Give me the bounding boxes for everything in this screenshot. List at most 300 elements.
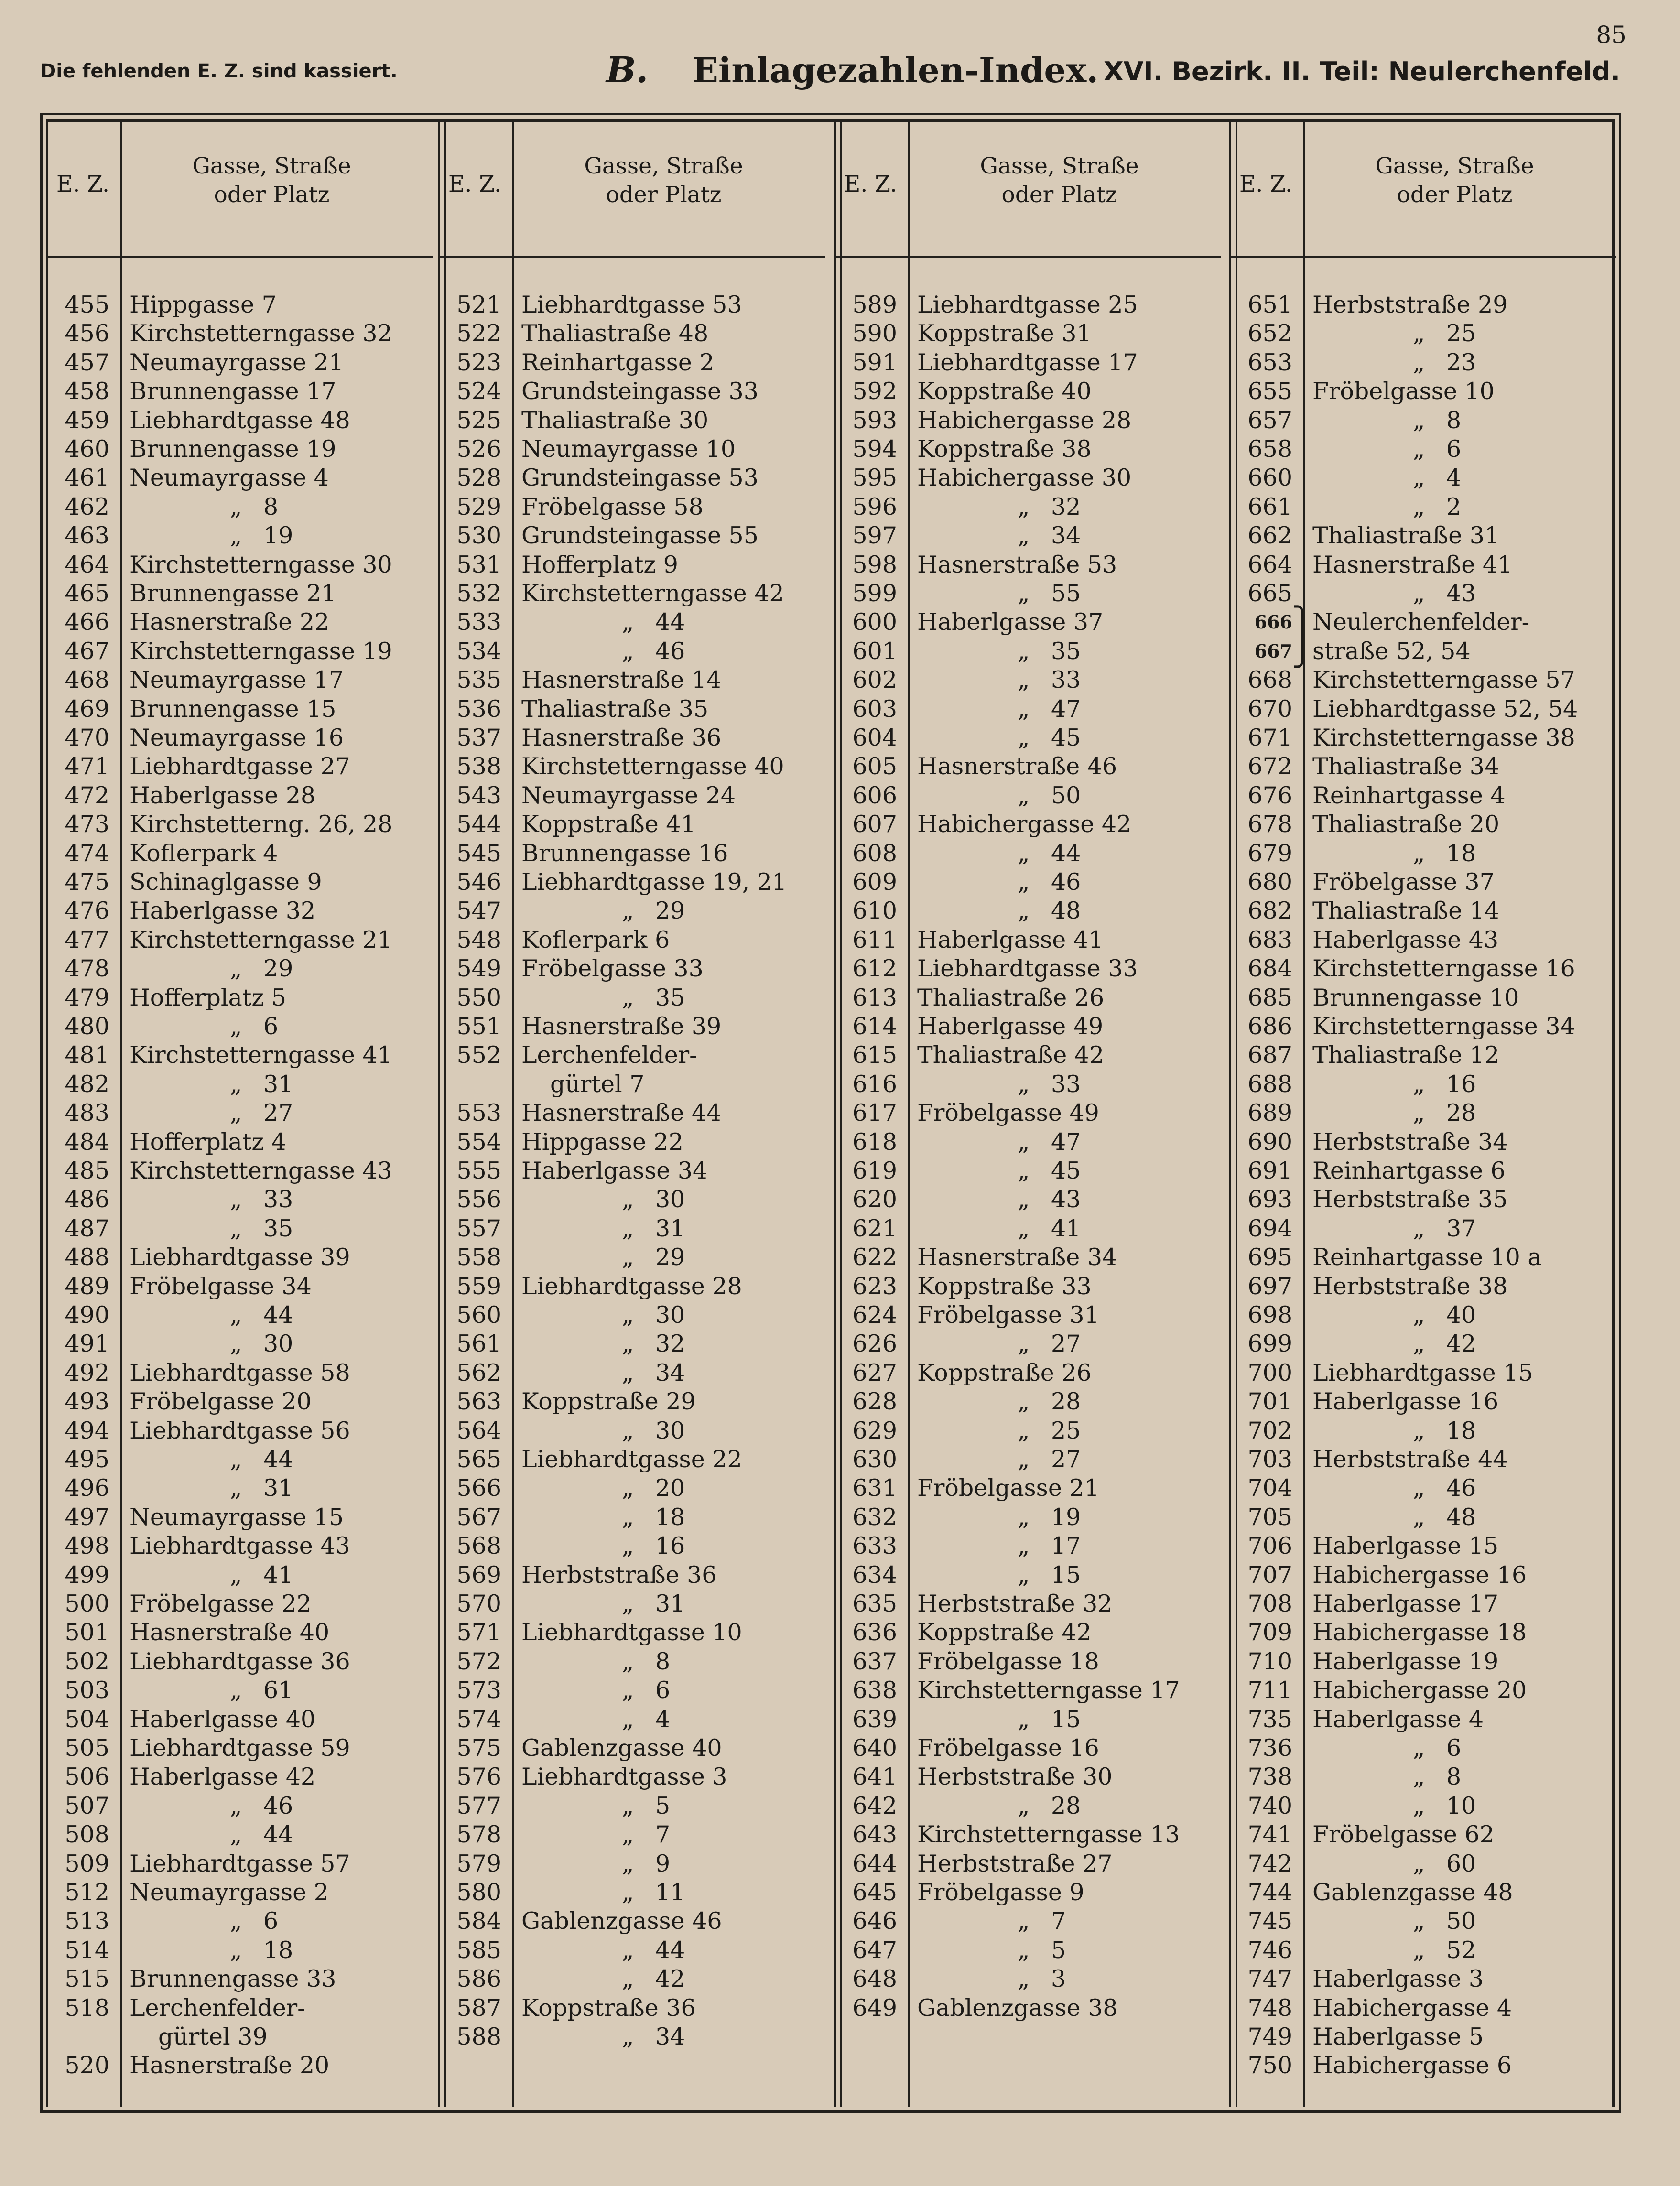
street-name: Hippgasse 22 (521, 1128, 683, 1156)
ez-number: 634 (852, 1561, 897, 1589)
index-row (1229, 406, 1616, 435)
ditto-mark: „ (230, 1099, 242, 1127)
ez-number: 628 (852, 1388, 897, 1416)
street-name: Habichergasse 20 (1312, 1677, 1527, 1704)
ditto-mark: „ (1018, 666, 1030, 694)
index-column-block (438, 119, 825, 2107)
ez-number: 568 (456, 1532, 501, 1560)
ez-number: 604 (852, 724, 897, 751)
index-row (46, 579, 433, 608)
index-row (1229, 1618, 1616, 1647)
index-row (438, 1561, 825, 1590)
ez-number: 485 (65, 1157, 109, 1184)
index-row (1229, 1417, 1616, 1445)
ez-number: 466 (65, 608, 109, 636)
index-row (438, 695, 825, 724)
header-rule (1229, 256, 1616, 258)
house-number: 30 (263, 1330, 293, 1358)
index-row (46, 1214, 433, 1243)
ez-number: 686 (1247, 1013, 1292, 1040)
ditto-mark: „ (230, 522, 242, 550)
ditto-mark: „ (230, 1792, 242, 1819)
ez-number: 478 (65, 955, 109, 983)
street-name: Haberlgasse 3 (1312, 1965, 1484, 1993)
index-row (834, 897, 1221, 925)
ez-number: 601 (852, 637, 897, 665)
ez-number: 703 (1247, 1446, 1292, 1473)
ez-number: 543 (456, 781, 501, 809)
street-name: Hasnerstraße 46 (917, 753, 1117, 780)
house-number: 15 (1051, 1561, 1081, 1589)
ez-number: 667 (1254, 640, 1292, 662)
index-row (46, 1618, 433, 1647)
ez-number: 505 (65, 1734, 109, 1762)
index-row (834, 377, 1221, 406)
ez-number: 636 (852, 1619, 897, 1646)
ez-number: 616 (852, 1070, 897, 1098)
column-header-name-line: Gasse, Straße (980, 153, 1139, 179)
ez-number: 644 (852, 1850, 897, 1877)
house-number: 16 (655, 1532, 685, 1560)
ez-number: 482 (65, 1070, 109, 1098)
ditto-mark: „ (622, 1850, 634, 1877)
ez-number: 620 (852, 1186, 897, 1213)
index-row (834, 319, 1221, 348)
street-name: Lerchenfelder- (130, 1994, 305, 2022)
index-row (438, 1503, 825, 1532)
street-name: straße 52, 54 (1312, 637, 1471, 665)
index-row (438, 1157, 825, 1185)
ditto-mark: „ (622, 608, 634, 636)
index-row (834, 1359, 1221, 1387)
ditto-mark: „ (622, 1474, 634, 1502)
street-name: Liebhardtgasse 48 (130, 406, 350, 434)
ez-number: 547 (456, 897, 501, 925)
house-number: 41 (1051, 1214, 1081, 1242)
ez-number: 609 (852, 868, 897, 896)
index-row (834, 1676, 1221, 1705)
street-name: Haberlgasse 32 (130, 897, 316, 925)
street-name: Koppstraße 42 (917, 1619, 1092, 1646)
ez-number: 548 (456, 926, 501, 953)
index-row (1229, 493, 1616, 521)
index-row (834, 1041, 1221, 1070)
ditto-mark: „ (1018, 1388, 1030, 1416)
index-row (834, 1647, 1221, 1676)
ez-number: 553 (456, 1099, 501, 1127)
column-header-name-line: oder Platz (1001, 182, 1117, 208)
ez-number: 538 (456, 753, 501, 780)
ez-number: 492 (65, 1359, 109, 1386)
index-row (46, 493, 433, 521)
ez-number: 514 (65, 1936, 109, 1964)
ez-number: 738 (1247, 1763, 1292, 1791)
street-name: Haberlgasse 34 (521, 1157, 708, 1184)
ez-number: 671 (1247, 724, 1292, 751)
column-header-name (512, 152, 815, 209)
index-row (834, 1907, 1221, 1936)
index-row (1229, 1359, 1616, 1387)
header-note: Die fehlenden E. Z. sind kassiert. (40, 60, 398, 82)
index-row (438, 551, 825, 579)
index-row (438, 521, 825, 550)
street-name: Kirchstetterngasse 21 (130, 926, 392, 953)
ditto-mark: „ (230, 1214, 242, 1242)
street-name: Fröbelgasse 62 (1312, 1821, 1495, 1849)
index-row (438, 464, 825, 492)
index-row (438, 637, 825, 666)
ez-number: 557 (456, 1214, 501, 1242)
street-name: Brunnengasse 21 (130, 580, 336, 607)
street-name: Brunnengasse 19 (130, 435, 336, 463)
street-name: Thaliastraße 34 (1312, 753, 1500, 780)
ez-number: 555 (456, 1157, 501, 1184)
ditto-mark: „ (1413, 406, 1425, 434)
ez-number: 651 (1247, 291, 1292, 318)
ditto-mark: „ (1413, 1474, 1425, 1502)
ez-number: 693 (1247, 1186, 1292, 1213)
ditto-mark: „ (230, 1070, 242, 1098)
ditto-mark: „ (1018, 897, 1030, 925)
street-name: Koflerpark 4 (130, 839, 278, 867)
ez-number: 622 (852, 1244, 897, 1271)
house-number: 27 (1051, 1330, 1081, 1358)
street-name: Kirchstetterng. 26, 28 (130, 811, 393, 838)
index-row (834, 695, 1221, 724)
ez-number: 602 (852, 666, 897, 694)
index-row (834, 1994, 1221, 2023)
street-name: Haberlgasse 37 (917, 608, 1104, 636)
index-row (46, 521, 433, 550)
ez-number: 661 (1247, 493, 1292, 520)
index-row (1229, 868, 1616, 897)
index-row (1229, 2023, 1616, 2051)
ez-number: 498 (65, 1532, 109, 1560)
ez-number: 610 (852, 897, 897, 925)
index-row (438, 1618, 825, 1647)
ez-number: 465 (65, 580, 109, 607)
street-name: Thaliastraße 12 (1312, 1041, 1500, 1069)
index-row (834, 1936, 1221, 1965)
index-row (438, 1185, 825, 1214)
ditto-mark: „ (1018, 1417, 1030, 1444)
house-number: 44 (263, 1301, 293, 1329)
street-name: gürtel 39 (158, 2023, 268, 2050)
street-name: Fröbelgasse 16 (917, 1734, 1099, 1762)
ez-number: 502 (65, 1647, 109, 1675)
index-row (834, 1503, 1221, 1532)
ditto-mark: „ (1018, 695, 1030, 723)
index-row (438, 1445, 825, 1474)
index-row (46, 1734, 433, 1763)
index-row (438, 666, 825, 694)
ez-number: 472 (65, 781, 109, 809)
index-row (46, 291, 433, 319)
street-name: Liebhardtgasse 28 (521, 1272, 742, 1300)
ditto-mark: „ (1018, 1157, 1030, 1184)
index-row (1229, 551, 1616, 579)
ez-number: 744 (1247, 1879, 1292, 1906)
ez-number: 606 (852, 781, 897, 809)
house-number: 18 (1446, 839, 1476, 867)
index-row (438, 1272, 825, 1301)
ez-number: 552 (456, 1041, 501, 1069)
ditto-mark: „ (230, 493, 242, 520)
index-row (1229, 1734, 1616, 1763)
ez-number: 586 (456, 1965, 501, 1993)
ditto-mark: „ (230, 1474, 242, 1502)
street-name: Habichergasse 18 (1312, 1619, 1527, 1646)
index-row (438, 1590, 825, 1618)
house-number: 28 (1446, 1099, 1476, 1127)
house-number: 37 (1446, 1214, 1476, 1242)
house-number: 6 (1446, 1734, 1462, 1762)
index-row (1229, 348, 1616, 377)
index-row (438, 493, 825, 521)
index-row (1229, 1936, 1616, 1965)
ez-number: 629 (852, 1417, 897, 1444)
index-row (438, 868, 825, 897)
ez-number: 668 (1247, 666, 1292, 694)
street-name: Thaliastraße 42 (917, 1041, 1105, 1069)
page-number: 85 (1596, 21, 1626, 49)
ditto-mark: „ (1018, 1070, 1030, 1098)
ez-number: 626 (852, 1330, 897, 1358)
street-name: Haberlgasse 41 (917, 926, 1104, 953)
index-row (438, 897, 825, 925)
ez-number: 652 (1247, 320, 1292, 347)
house-number: 27 (263, 1099, 293, 1127)
ditto-mark: „ (1018, 1330, 1030, 1358)
street-name: Thaliastraße 14 (1312, 897, 1500, 925)
index-row (438, 1417, 825, 1445)
column-header-name (120, 152, 423, 209)
index-row (1229, 1878, 1616, 1907)
ez-number: 578 (456, 1821, 501, 1849)
ez-number: 494 (65, 1417, 109, 1444)
house-number: 25 (1446, 320, 1476, 347)
house-number: 34 (655, 2023, 685, 2050)
ez-number: 684 (1247, 955, 1292, 983)
street-name: Koppstraße 40 (917, 378, 1092, 405)
ditto-mark: „ (622, 1330, 634, 1358)
ez-number: 645 (852, 1879, 897, 1906)
index-row (46, 348, 433, 377)
ditto-mark: „ (230, 1936, 242, 1964)
index-row (438, 1099, 825, 1127)
street-name: Koppstraße 41 (521, 811, 696, 838)
street-name: Herbststraße 36 (521, 1561, 717, 1589)
ez-number: 484 (65, 1128, 109, 1156)
ez-number: 633 (852, 1532, 897, 1560)
ez-number: 525 (456, 406, 501, 434)
street-name: Hofferplatz 4 (130, 1128, 286, 1156)
street-name: Liebhardtgasse 15 (1312, 1359, 1533, 1386)
house-number: 44 (1051, 839, 1081, 867)
street-name: Liebhardtgasse 17 (917, 348, 1138, 376)
ditto-mark: „ (622, 1705, 634, 1733)
ditto-mark: „ (622, 1214, 634, 1242)
street-name: Brunnengasse 15 (130, 695, 336, 723)
index-row (834, 1330, 1221, 1358)
index-row (834, 1070, 1221, 1099)
ez-number: 481 (65, 1041, 109, 1069)
ditto-mark: „ (1413, 1070, 1425, 1098)
index-row (834, 1792, 1221, 1820)
ez-number: 598 (852, 551, 897, 578)
ditto-mark: „ (1413, 320, 1425, 347)
ditto-mark: „ (622, 897, 634, 925)
ez-number: 707 (1247, 1561, 1292, 1589)
street-name: Liebhardtgasse 36 (130, 1647, 350, 1675)
ditto-mark: „ (1413, 435, 1425, 463)
ez-number: 643 (852, 1821, 897, 1849)
index-row (438, 406, 825, 435)
ez-number: 483 (65, 1099, 109, 1127)
ditto-mark: „ (1413, 1301, 1425, 1329)
house-number: 29 (263, 955, 293, 983)
house-number: 23 (1446, 348, 1476, 376)
house-number: 18 (263, 1936, 293, 1964)
ditto-mark: „ (1413, 348, 1425, 376)
ditto-mark: „ (1018, 781, 1030, 809)
ez-number: 458 (65, 378, 109, 405)
house-number: 31 (263, 1474, 293, 1502)
ez-number: 467 (65, 637, 109, 665)
index-row (438, 724, 825, 752)
house-number: 47 (1051, 695, 1081, 723)
index-row (46, 1994, 433, 2023)
index-row (46, 752, 433, 781)
index-row (834, 1214, 1221, 1243)
ez-number: 504 (65, 1705, 109, 1733)
street-name: Kirchstetterngasse 13 (917, 1821, 1180, 1849)
ditto-mark: „ (1018, 637, 1030, 665)
street-name: Grundsteingasse 33 (521, 378, 759, 405)
street-name: Liebhardtgasse 19, 21 (521, 868, 787, 896)
ez-number: 556 (456, 1186, 501, 1213)
street-name: Fröbelgasse 37 (1312, 868, 1495, 896)
street-name: Liebhardtgasse 52, 54 (1312, 695, 1578, 723)
index-row (834, 839, 1221, 868)
street-name: Liebhardtgasse 53 (521, 291, 742, 318)
index-row (1229, 435, 1616, 464)
street-name: Gablenzgasse 38 (917, 1994, 1118, 2022)
index-row (46, 608, 433, 637)
column-header-name (1303, 152, 1606, 209)
index-row (834, 724, 1221, 752)
ez-number: 704 (1247, 1474, 1292, 1502)
index-row (1229, 1965, 1616, 1993)
index-row (46, 839, 433, 868)
index-row (834, 984, 1221, 1012)
ditto-mark: „ (1018, 1128, 1030, 1156)
index-row (46, 1445, 433, 1474)
index-row (46, 1272, 433, 1301)
house-number: 33 (1051, 1070, 1081, 1098)
street-name: Thaliastraße 35 (521, 695, 709, 723)
ditto-mark: „ (1413, 464, 1425, 492)
index-row (438, 1532, 825, 1560)
index-row (46, 868, 433, 897)
ez-number: 617 (852, 1099, 897, 1127)
ditto-mark: „ (230, 1446, 242, 1473)
index-row (1229, 464, 1616, 492)
house-number: 47 (1051, 1128, 1081, 1156)
ez-number: 689 (1247, 1099, 1292, 1127)
ez-number: 480 (65, 1013, 109, 1040)
ez-number: 567 (456, 1503, 501, 1531)
street-name: Fröbelgasse 18 (917, 1647, 1099, 1675)
ez-number: 642 (852, 1792, 897, 1819)
ez-number: 512 (65, 1879, 109, 1906)
ditto-mark: „ (622, 1301, 634, 1329)
ditto-mark: „ (230, 1561, 242, 1589)
index-row (1229, 752, 1616, 781)
index-row (46, 2051, 433, 2080)
ez-number: 579 (456, 1850, 501, 1877)
index-row (46, 1474, 433, 1503)
index-row (46, 1128, 433, 1157)
column-header-name-line: Gasse, Straße (192, 153, 351, 179)
index-row (438, 1214, 825, 1243)
ez-number: 526 (456, 435, 501, 463)
index-row (46, 551, 433, 579)
house-number: 27 (1051, 1446, 1081, 1473)
street-name: Kirchstetterngasse 57 (1312, 666, 1575, 694)
index-row (46, 1099, 433, 1127)
house-number: 6 (1446, 435, 1462, 463)
index-row (1229, 1243, 1616, 1272)
ez-number: 572 (456, 1647, 501, 1675)
street-name: Brunnengasse 10 (1312, 984, 1519, 1011)
house-number: 6 (263, 1907, 279, 1935)
ez-number: 534 (456, 637, 501, 665)
index-row (1229, 1647, 1616, 1676)
ez-number: 695 (1247, 1244, 1292, 1271)
house-number: 16 (1446, 1070, 1476, 1098)
ez-number: 612 (852, 955, 897, 983)
index-row (834, 1417, 1221, 1445)
house-number: 20 (655, 1474, 685, 1502)
ditto-mark: „ (230, 1301, 242, 1329)
index-row (46, 666, 433, 694)
ditto-mark: „ (1018, 1561, 1030, 1589)
index-row (46, 1359, 433, 1387)
ditto-mark: „ (622, 1532, 634, 1560)
street-name: Brunnengasse 17 (130, 378, 336, 405)
column-header-name-line: oder Platz (1397, 182, 1513, 208)
ditto-mark: „ (230, 1821, 242, 1849)
ez-number: 565 (456, 1446, 501, 1473)
index-row (1229, 666, 1616, 694)
street-name: Liebhardtgasse 43 (130, 1532, 350, 1560)
index-row (438, 1243, 825, 1272)
ez-number: 479 (65, 984, 109, 1011)
header-rule (438, 256, 825, 258)
ez-number: 596 (852, 493, 897, 520)
ez-number: 615 (852, 1041, 897, 1069)
index-row (834, 435, 1221, 464)
street-name: Gablenzgasse 48 (1312, 1879, 1513, 1906)
house-number: 17 (1051, 1532, 1081, 1560)
index-row (46, 1243, 433, 1272)
index-row (46, 1387, 433, 1416)
street-name: Liebhardtgasse 3 (521, 1763, 727, 1791)
house-number: 35 (1051, 637, 1081, 665)
street-name: Kirchstetterngasse 19 (130, 637, 392, 665)
street-name: Liebhardtgasse 25 (917, 291, 1138, 318)
